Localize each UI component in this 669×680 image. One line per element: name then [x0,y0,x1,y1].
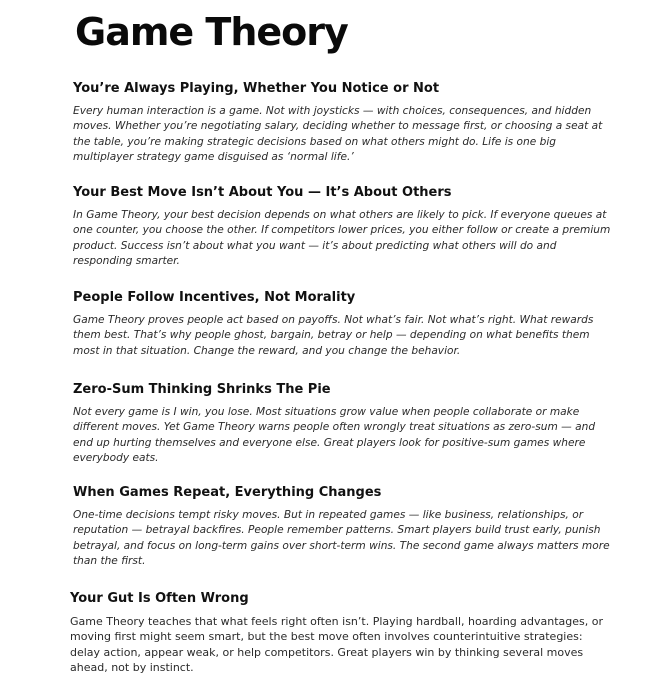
section-body: Game Theory teaches that what feels right often isn’t. Playing hardball, hoarding advantages, or moving first might seem smart, but the best move often involves counterintuitive strategies: delay action, appear weak, or help competitors. Great players win by thinking several moves ahead, not by instinct. [70,615,603,675]
section-heading: Your Gut Is Often Wrong [70,591,249,606]
page-title: Game Theory [75,10,348,54]
section-heading: You’re Always Playing, Whether You Notice or Not [73,81,440,96]
section-heading: People Follow Incentives, Not Morality [73,290,356,305]
section-body: In Game Theory, your best decision depends on what others are likely to pick. If everyone queues at one counter, you choose the other. If competitors lower prices, you either follow or create a premium product. Success isn’t about what you want — it’s about predicting what others will do and responding smarter. [73,209,611,268]
section-heading: When Games Repeat, Everything Changes [73,485,382,500]
section-best-move [73,184,613,270]
section-body: Game Theory proves people act based on payoffs. Not what’s fair. Not what’s right. What rewards them best. That’s why people ghost, bargain, betray or help — depending on what benefits them most in that situation. Change the reward, and you change the behavior. [73,314,594,357]
section-heading: Your Best Move Isn’t About You — It’s About Others [73,185,452,200]
section-body: Every human interaction is a game. Not with joysticks — with choices, consequences, and hidden moves. Whether you’re negotiating salary, deciding whether to message first, or choosing a seat at the table, you’re making strategic decisions based on what others might do. Life is one big multiplayer strategy game disguised as ‘normal life.’ [73,105,603,164]
section-gut-wrong [70,590,610,676]
section-games-repeat [73,484,613,570]
section-zero-sum [73,381,613,467]
section-heading: Zero-Sum Thinking Shrinks The Pie [73,382,331,397]
section-incentives [73,289,613,359]
section-body: One-time decisions tempt risky moves. But in repeated games — like business, relationships, or reputation — betrayal backfires. People remember patterns. Smart players build trust early, punish betrayal, and focus on long-term gains over short-term wins. The second game always matters more than the first. [73,509,610,568]
section-body: Not every game is I win, you lose. Most situations grow value when people collaborate or make different moves. Yet Game Theory warns people often wrongly treat situations as zero-sum — and end up hurting themselves and everyone else. Great players look for positive-sum games where everybody eats. [73,406,596,465]
section-always-playing [73,80,613,166]
